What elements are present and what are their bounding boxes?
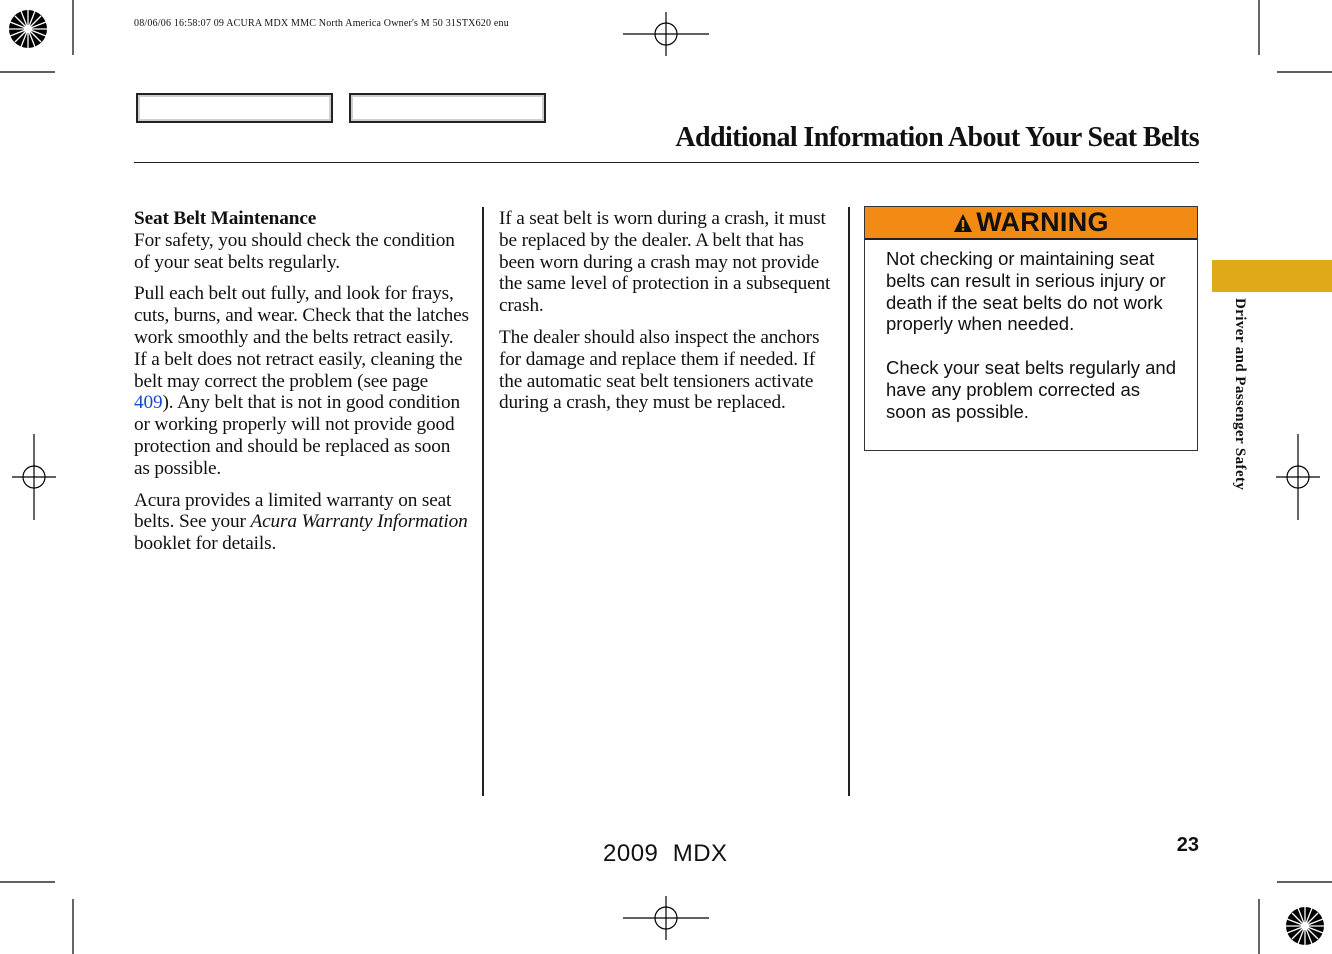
- warning-header: [865, 207, 1197, 240]
- paragraph: Pull each belt out fully, and look for frays, cuts, burns, and wear. Check that the latches work smoothly and the belts retract easily. If a belt does not retract easily, cleaning the belt may correct the problem (see page 409). Any belt that is not in good condition or working properly will not provide good protection and should be replaced as soon as possible.: [134, 283, 469, 479]
- warning-paragraph: Check your seat belts regularly and have any problem corrected as soon as possible.: [886, 357, 1176, 422]
- section-side-tab[interactable]: [1212, 260, 1332, 292]
- left-column: [134, 208, 470, 565]
- column-divider: [482, 207, 484, 796]
- footer-model: 2009 MDX: [603, 840, 728, 867]
- print-info: 08/06/06 16:58:07 09 ACURA MDX MMC North America Owner's M 50 31STX620 enu: [134, 18, 509, 29]
- warning-text: [865, 240, 1197, 423]
- paragraph: For safety, you should check the condition of your seat belts regularly.: [134, 229, 455, 273]
- section-heading: Seat Belt Maintenance: [134, 208, 317, 229]
- nav-button-contents[interactable]: [136, 93, 333, 123]
- paragraph: Acura provides a limited warranty on seat belts. See your Acura Warranty Information booklet for details.: [134, 489, 468, 555]
- paragraph: The dealer should also inspect the anchors for damage and replace them if needed. If the automatic seat belt tensioners activate during a crash, they must be replaced.: [499, 326, 820, 414]
- warning-box: [864, 206, 1198, 451]
- page-number: 23: [1176, 834, 1199, 856]
- warning-label: WARNING: [976, 207, 1109, 237]
- middle-column: [499, 208, 835, 424]
- page-link[interactable]: 409: [134, 392, 163, 414]
- column-divider: [848, 207, 850, 796]
- warning-paragraph: Not checking or maintaining seat belts can result in serious injury or death if the seat belts do not work properly when needed.: [886, 248, 1166, 335]
- warning-triangle-icon: [953, 213, 973, 233]
- booklet-title: Acura Warranty Information: [250, 511, 468, 533]
- section-side-label: Driver and Passenger Safety: [1232, 298, 1248, 491]
- title-divider: [134, 162, 1199, 163]
- page-title: Additional Information About Your Seat Belts: [675, 122, 1199, 153]
- nav-button-index[interactable]: [349, 93, 546, 123]
- paragraph: If a seat belt is worn during a crash, it must be replaced by the dealer. A belt that has been worn during a crash may not provide the same level of protection in a subsequent crash.: [499, 208, 831, 317]
